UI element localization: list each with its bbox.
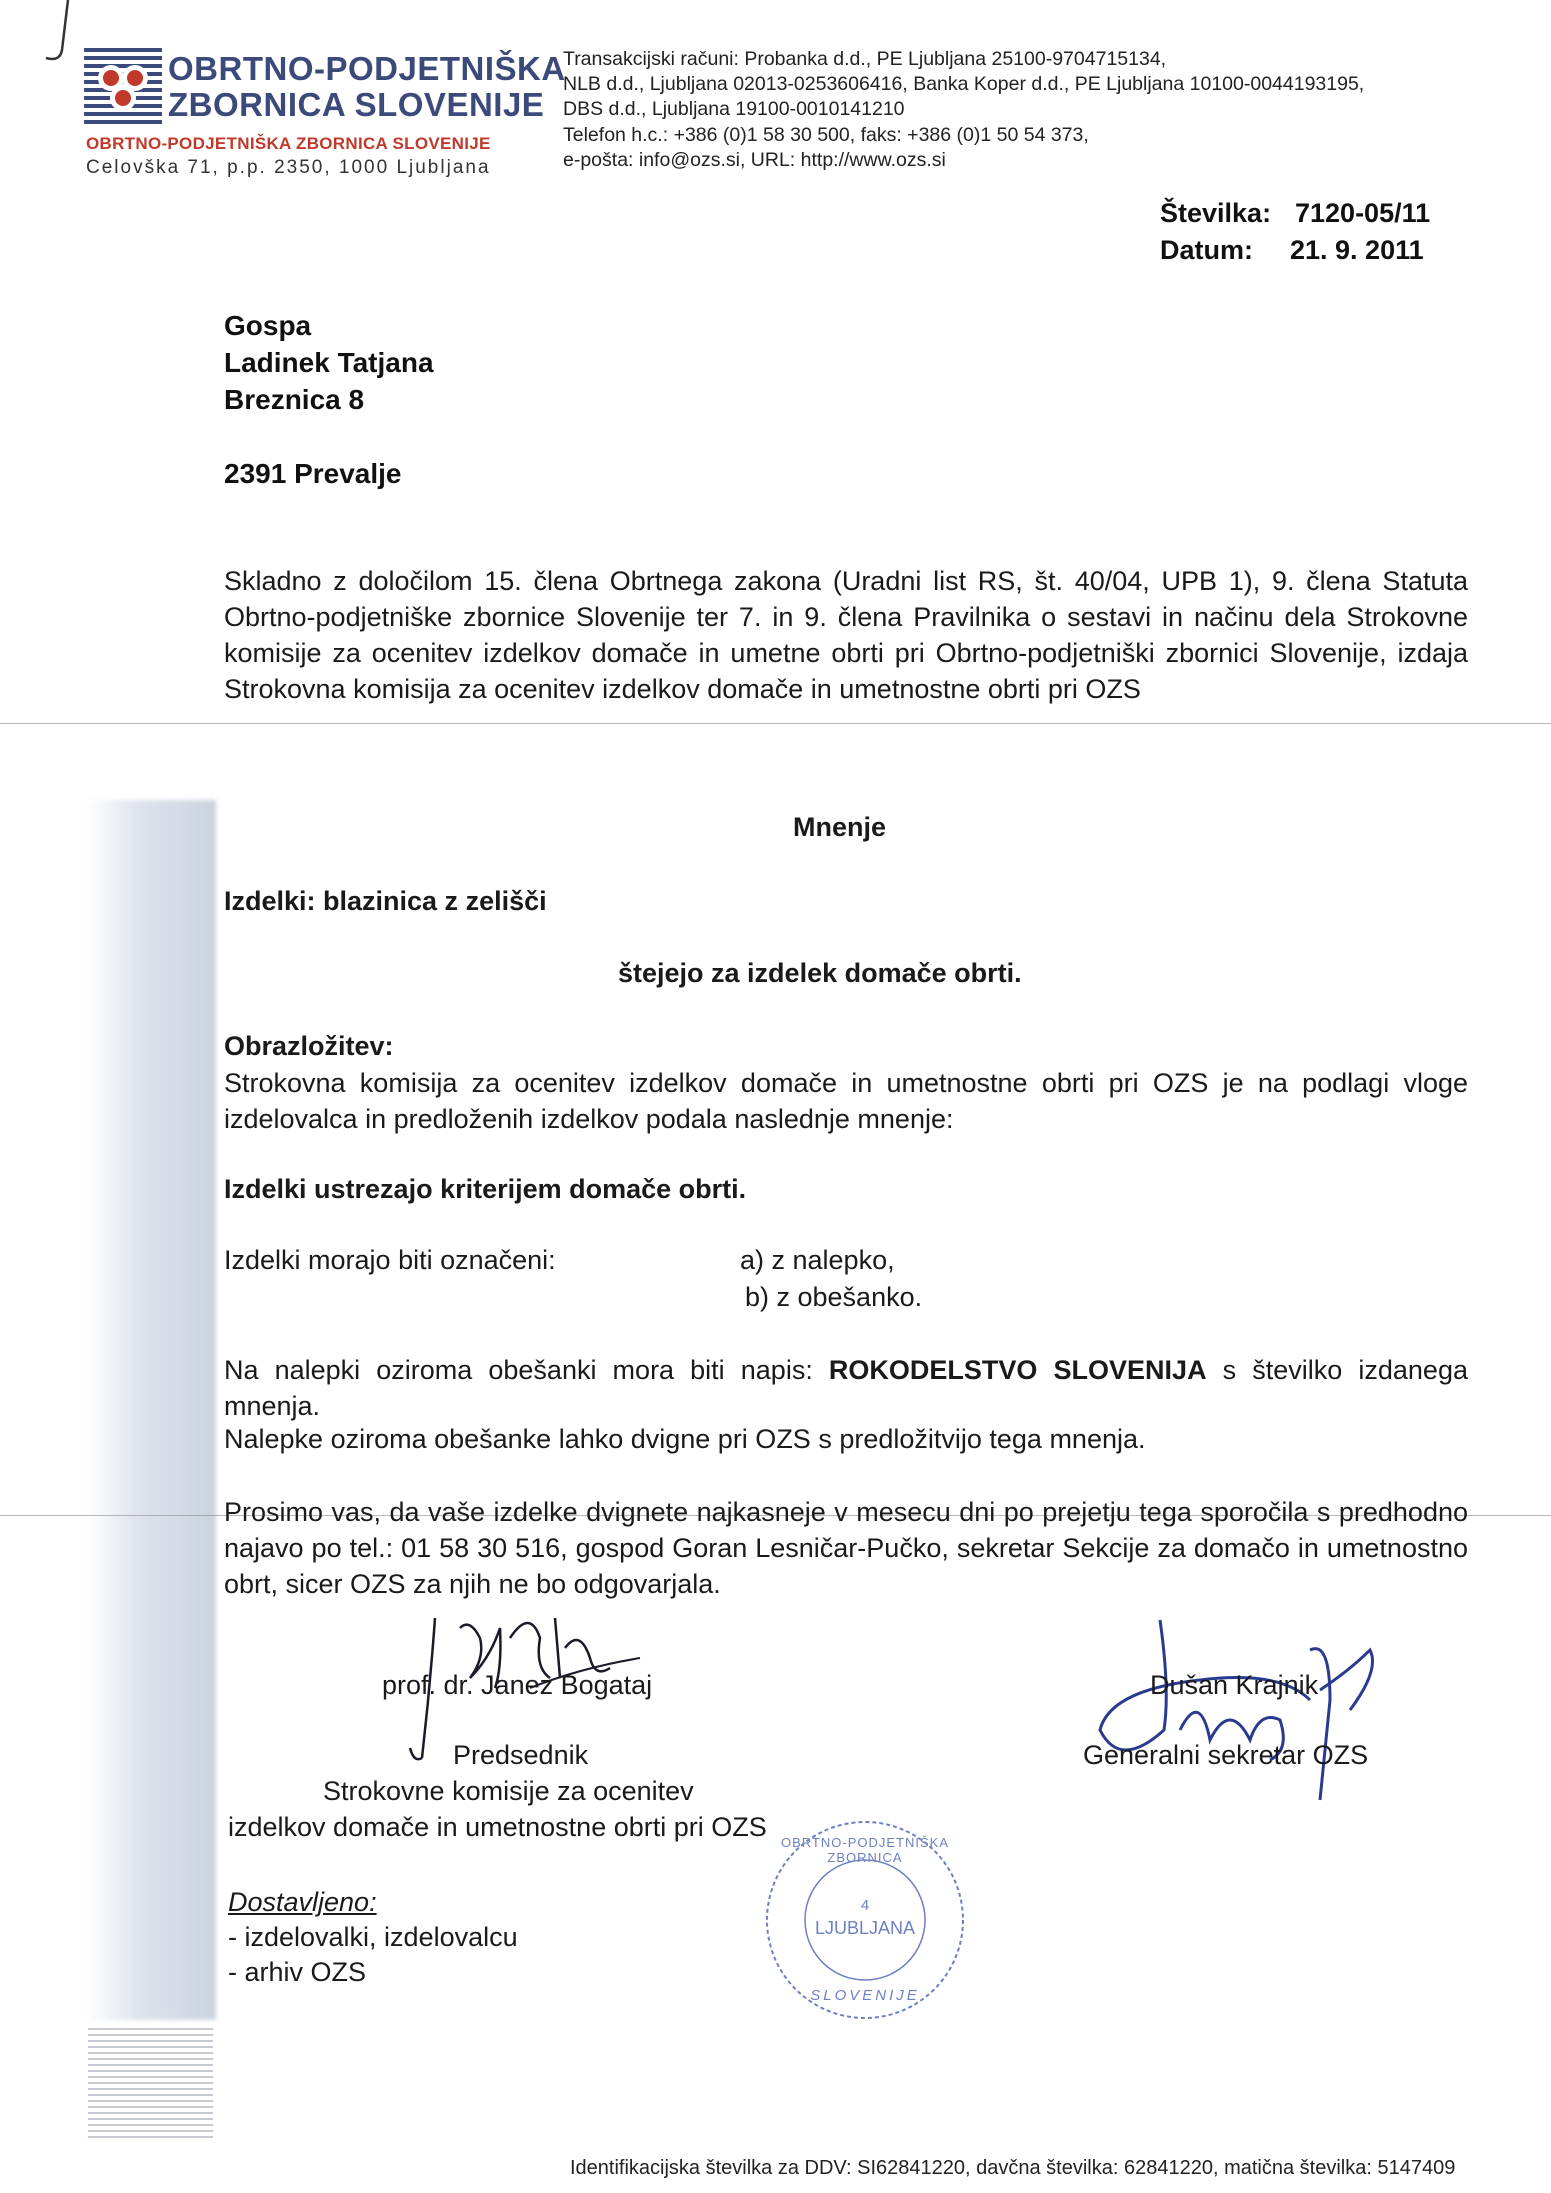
signatory-left-role: Strokovne komisije za ocenitev [323, 1776, 694, 1806]
header-info-line: Transakcijski računi: Probanka d.d., PE Ljubljana 25100-9704715134, [563, 48, 1167, 70]
stamp-number: 4 [860, 1897, 870, 1914]
signatory-right-role: Generalni sekretar OZS [1083, 1740, 1369, 1770]
closing-paragraph: Prosimo vas, da vaše izdelke dvignete najkasneje v mesecu dni po prejetju tega sporočila s predhodno najavo po tel.: 01 58 30 516, gospod Goran Lesničar-Pučko, sekretar Sekcije za domačo in umetnostno obrt, sicer OZS za njih ne bo odgovarjala. [224, 1497, 1468, 1599]
marking-option: a) z nalepko, [740, 1245, 895, 1275]
reference-number-label: Številka: [1160, 198, 1272, 228]
stamp-top-text: OBRTNO-PODJETNIŠKA ZBORNICA [780, 1835, 949, 1865]
header-info-line: NLB d.d., Ljubljana 02013-0253606416, Banka Koper d.d., PE Ljubljana 10100-0044193195, [563, 73, 1365, 95]
pickup-line: Nalepke oziroma obešanke lahko dvigne pri OZS s predložitvijo tega mnenja. [224, 1424, 1146, 1454]
marking-label: Izdelki morajo biti označeni: [224, 1245, 556, 1275]
delivered-title: Dostavljeno: [228, 1887, 377, 1917]
recipient-city: 2391 Prevalje [224, 458, 402, 489]
signatory-left-role: Predsednik [453, 1740, 589, 1770]
footer-logo-watermark [88, 2028, 213, 2140]
products-line: Izdelki: blazinica z zelišči [224, 886, 547, 916]
label-requirement-suffix: s številko izdanega mnenja. [224, 1355, 1468, 1421]
footer-ids: Identifikacijska številka za DDV: SI62841220, davčna številka: 62841220, matična številka: 5147409 [570, 2157, 1456, 2179]
org-name-line1: OBRTNO-PODJETNIŠKA [168, 50, 566, 87]
signatory-right-name: Dušan Krajnik [1150, 1670, 1319, 1700]
org-address: Celovška 71, p.p. 2350, 1000 Ljubljana [86, 157, 491, 178]
recipient-street: Breznica 8 [224, 384, 365, 415]
recipient-salutation: Gospa [224, 310, 312, 341]
intro-paragraph: Skladno z določilom 15. člena Obrtnega zakona (Uradni list RS, št. 40/04, UPB 1), 9. člena Statuta Obrtno-podjetniške zbornice Slovenije ter 7. in 9. člena Pravilnika o sestavi in načinu dela Strokovne komisije za ocenitev izdelkov domače in umetne obrti pri Obrtno-podjetniški zbornici Slovenije, izdaja Strokovna komisija za ocenitev izdelkov domače in umetnostne obrti pri OZS [224, 566, 1468, 704]
scan-mark-icon [40, 0, 80, 70]
recipient-name: Ladinek Tatjana [224, 347, 434, 378]
document-heading: Mnenje [793, 812, 887, 842]
official-stamp [760, 1815, 970, 2025]
org-name-line2: ZBORNICA SLOVENIJE [168, 86, 545, 123]
signature-krajnik-icon [1080, 1610, 1410, 1810]
rationale-title: Obrazložitev: [224, 1031, 394, 1061]
header-info-line: e-pošta: info@ozs.si, URL: http://www.ozs.si [563, 149, 946, 171]
stamp-bottom-text: SLOVENIJE [810, 1987, 920, 2004]
scan-fold-line [0, 723, 1551, 724]
verdict-line: štejejo za izdelek domače obrti. [618, 958, 1022, 988]
reference-date-value: 21. 9. 2011 [1290, 235, 1424, 265]
reference-number-value: 7120-05/11 [1295, 198, 1431, 228]
marking-option: b) z obešanko. [745, 1282, 923, 1312]
delivered-item: - izdelovalki, izdelovalcu [228, 1922, 518, 1952]
rationale-paragraph: Strokovna komisija za ocenitev izdelkov domače in umetnostne obrti pri OZS je na podlagi vloge izdelovalca in predloženih izdelkov podala naslednje mnenje: [224, 1068, 1468, 1134]
label-requirement-text: Na nalepki oziroma obešanki mora biti napis: [224, 1355, 829, 1385]
org-name-red: OBRTNO-PODJETNIŠKA ZBORNICA SLOVENIJE [86, 134, 491, 153]
header-info-line: DBS d.d., Ljubljana 19100-0010141210 [563, 98, 905, 120]
signatory-left-name: prof. dr. Janez Bogataj [382, 1670, 653, 1700]
ozs-logo-icon [84, 46, 162, 124]
delivered-item: - arhiv OZS [228, 1957, 367, 1987]
header-info-line: Telefon h.c.: +386 (0)1 58 30 500, faks: +386 (0)1 50 54 373, [563, 124, 1089, 146]
stamp-city: LJUBLJANA [814, 1918, 916, 1938]
scan-side-shading [86, 800, 216, 2020]
reference-date-label: Datum: [1160, 235, 1253, 265]
label-requirement-paragraph [224, 1352, 1468, 1424]
signatory-left-role: izdelkov domače in umetnostne obrti pri OZS [228, 1812, 767, 1842]
criteria-line: Izdelki ustrezajo kriterijem domače obrti. [224, 1174, 747, 1204]
label-requirement-brand: ROKODELSTVO SLOVENIJA [828, 1355, 1207, 1385]
